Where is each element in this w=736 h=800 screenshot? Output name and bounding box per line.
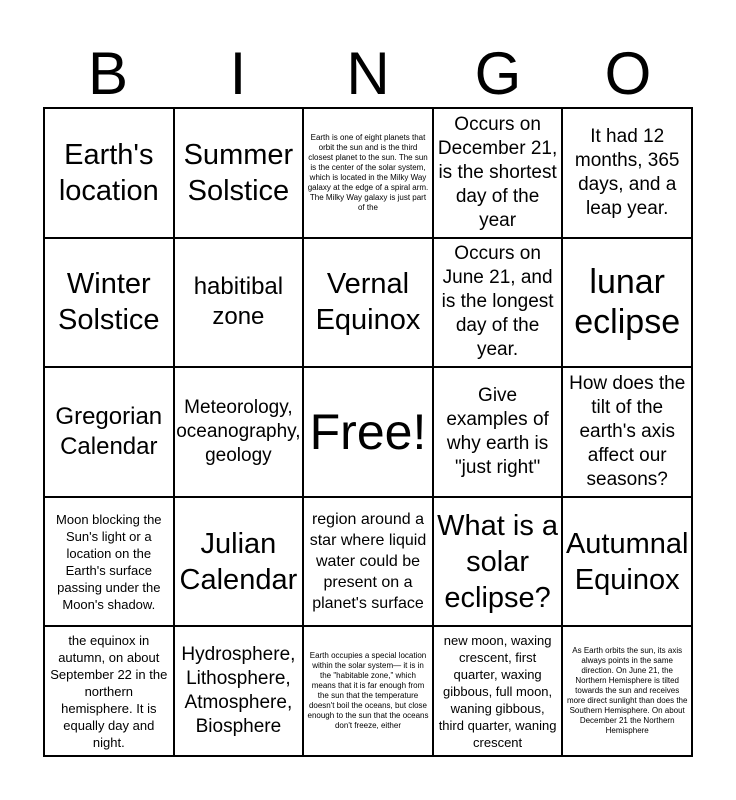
bingo-cell-r5c5[interactable] [562, 626, 692, 756]
cell-text: Vernal Equinox [315, 268, 421, 337]
header-letter-b: B [87, 40, 129, 107]
bingo-header [43, 40, 693, 108]
cell-text: Earth occupies a special location within the solar system— it is in the "habitable zone," which means that it is far enough from the sun that the temperature doesn't boil the oceans, but close enough to the sun that the oceans don't freeze, either [307, 651, 429, 731]
bingo-cell-r5c2[interactable] [174, 626, 304, 756]
bingo-cell-r2c4[interactable] [433, 238, 563, 368]
bingo-card-grid [43, 107, 693, 757]
cell-text: habitibal zone [193, 273, 284, 331]
bingo-cell-r3c4[interactable] [433, 367, 563, 497]
bingo-cell-r5c1[interactable] [44, 626, 174, 756]
header-letter-i: I [229, 40, 247, 107]
cell-text: region around a star where liquid water could be present on a planet's surface [309, 511, 427, 613]
cell-text: Meteorology, oceanography, geology [176, 396, 301, 466]
free-space-label: Free! [309, 403, 427, 460]
cell-text: Occurs on June 21, and is the longest day of the year. [441, 243, 554, 361]
cell-text: Julian Calendar [179, 527, 298, 596]
bingo-cell-r1c4[interactable] [433, 108, 563, 238]
header-letter-o: O [604, 40, 652, 107]
bingo-cell-r1c2[interactable] [174, 108, 304, 238]
cell-text: What is a solar eclipse? [437, 509, 559, 614]
header-letter-n: N [346, 40, 390, 107]
cell-text: Gregorian Calendar [55, 402, 163, 460]
cell-text: new moon, waxing crescent, first quarter, waxing gibbous, full moon, waning gibbous, third quarter, waning crescent [438, 632, 557, 750]
bingo-cell-r3c1[interactable] [44, 367, 174, 497]
bingo-cell-r4c2[interactable] [174, 497, 304, 627]
bingo-cell-r2c3[interactable] [303, 238, 433, 368]
bingo-cell-r3c5[interactable] [562, 367, 692, 497]
cell-text: Autumnal Equinox [565, 527, 689, 596]
cell-text: Moon blocking the Sun's light or a location on the Earth's surface passing under the Moon's shadow. [56, 511, 162, 612]
bingo-cell-r1c3[interactable] [303, 108, 433, 238]
bingo-cell-r1c1[interactable] [44, 108, 174, 238]
bingo-cell-r2c1[interactable] [44, 238, 174, 368]
cell-text: How does the tilt of the earth's axis affect our seasons? [569, 372, 686, 490]
cell-text: Earth's location [58, 138, 159, 207]
bingo-cell-r4c3[interactable] [303, 497, 433, 627]
bingo-cell-r1c5[interactable] [562, 108, 692, 238]
cell-text: Winter Solstice [58, 268, 160, 337]
header-letter-g: G [474, 40, 522, 107]
cell-text: Earth is one of eight planets that orbit the sun and is the third closest planet to the sun. The sun is the center of the solar system, which is located in the Milky Way galaxy at the edge of a spiral arm. The Milky Way galaxy is just part of the [307, 132, 429, 212]
bingo-cell-r2c2[interactable] [174, 238, 304, 368]
bingo-cell-r5c4[interactable] [433, 626, 563, 756]
bingo-cell-r4c1[interactable] [44, 497, 174, 627]
cell-text: lunar eclipse [574, 263, 681, 342]
cell-text: Occurs on December 21, is the shortest day of the year [437, 113, 558, 231]
bingo-cell-r4c5[interactable] [562, 497, 692, 627]
cell-text: It had 12 months, 365 days, and a leap year. [574, 125, 680, 219]
bingo-cell-r5c3[interactable] [303, 626, 433, 756]
cell-text: Hydrosphere, Lithosphere, Atmosphere, Biosphere [181, 644, 296, 738]
cell-text: Summer Solstice [183, 138, 294, 207]
cell-text: the equinox in autumn, on about September 22 in the northern hemisphere. It is equally day and night. [50, 632, 168, 750]
bingo-cell-free[interactable] [303, 367, 433, 497]
bingo-cell-r2c5[interactable] [562, 238, 692, 368]
cell-text: Give examples of why earth is "just right" [446, 384, 549, 478]
bingo-cell-r3c2[interactable] [174, 367, 304, 497]
cell-text: As Earth orbits the sun, its axis always points in the same direction. On June 21, the Northern Hemisphere is tilted towards the sun and receives more direct sunlight than does the Southern Hemisphere. On about December 21 the Northern Hemisphere [566, 646, 688, 736]
bingo-cell-r4c4[interactable] [433, 497, 563, 627]
